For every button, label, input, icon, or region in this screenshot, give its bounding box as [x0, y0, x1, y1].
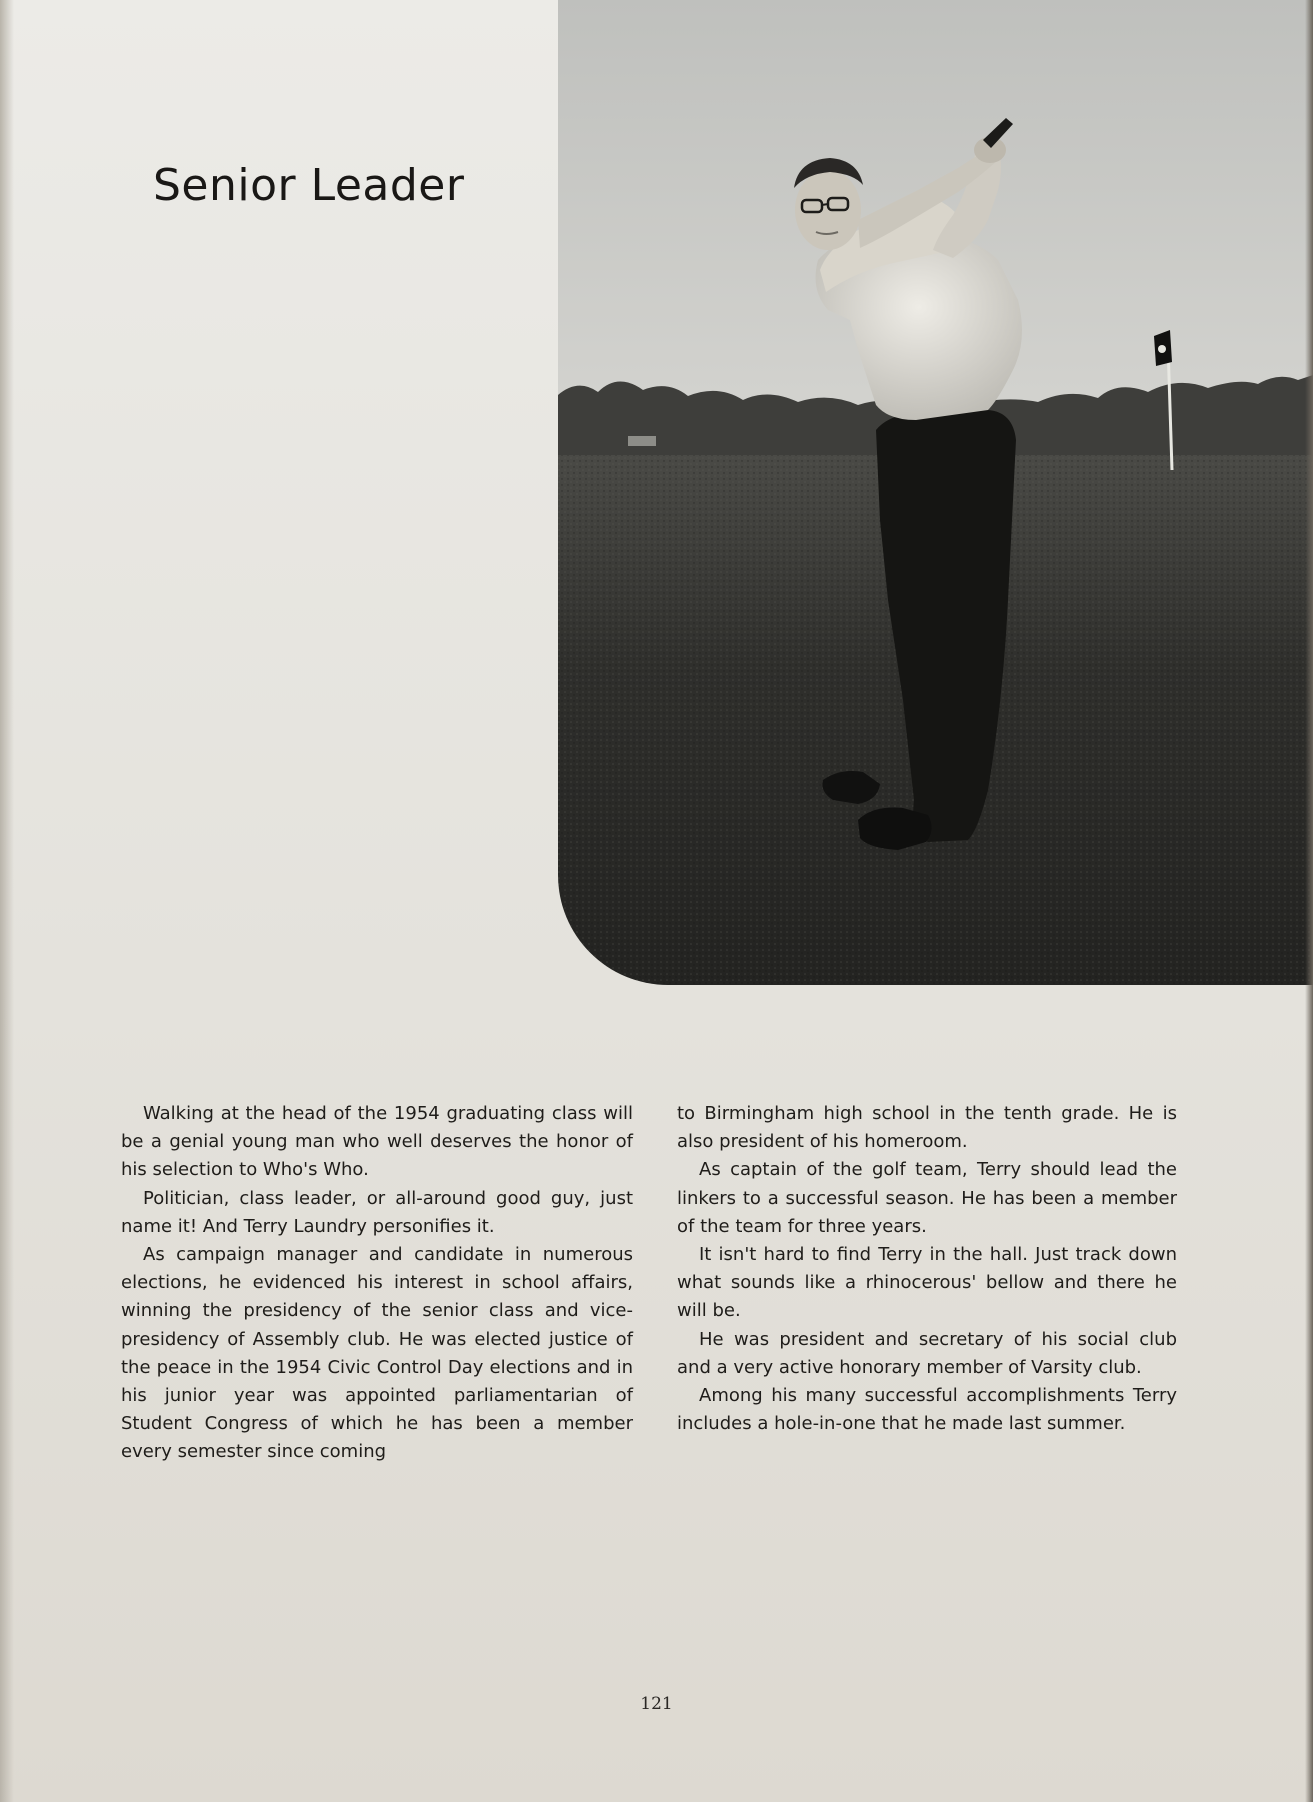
page-title: Senior Leader: [153, 160, 465, 211]
page-number: 121: [640, 1694, 673, 1714]
paragraph: Walking at the head of the 1954 graduating class will be a genial young man who well deserves the honor of his selection to Who's Who.: [121, 1103, 633, 1181]
paragraph: As campaign manager and candidate in numerous elections, he evidenced his interest in school affairs, winning the presidency of the senior class and vice-presidency of Assembly club. He was elected justice of the peace in the 1954 Civic Control Day elections and in his junior year was appointed parliamentarian of Student Congress of which he has been a member every semester since coming: [121, 1244, 633, 1463]
paragraph: He was president and secretary of his social club and a very active honorary member of Varsity club.: [677, 1328, 1177, 1378]
paragraph: Politician, class leader, or all-around good guy, just name it! And Terry Laundry personifies it.: [121, 1187, 633, 1237]
golfer-photo: [558, 0, 1313, 985]
page-edge-shadow: [1305, 0, 1313, 1802]
paragraph: As captain of the golf team, Terry should lead the linkers to a successful season. He has been a member of the team for three years.: [677, 1159, 1177, 1237]
paragraph-continued: to Birmingham high school in the tenth grade. He is also president of his homeroom.: [677, 1103, 1177, 1153]
golfer-head: [795, 170, 861, 250]
article-column-right: [677, 1100, 1177, 1438]
article-column-left: [121, 1100, 633, 1467]
paragraph: It isn't hard to find Terry in the hall. Just track down what sounds like a rhinocerous' bellow and there he will be.: [677, 1244, 1177, 1322]
paragraph: Among his many successful accomplishments Terry includes a hole-in-one that he made last summer.: [677, 1385, 1177, 1435]
distant-building: [628, 436, 656, 446]
spine-shadow: [0, 0, 14, 1802]
